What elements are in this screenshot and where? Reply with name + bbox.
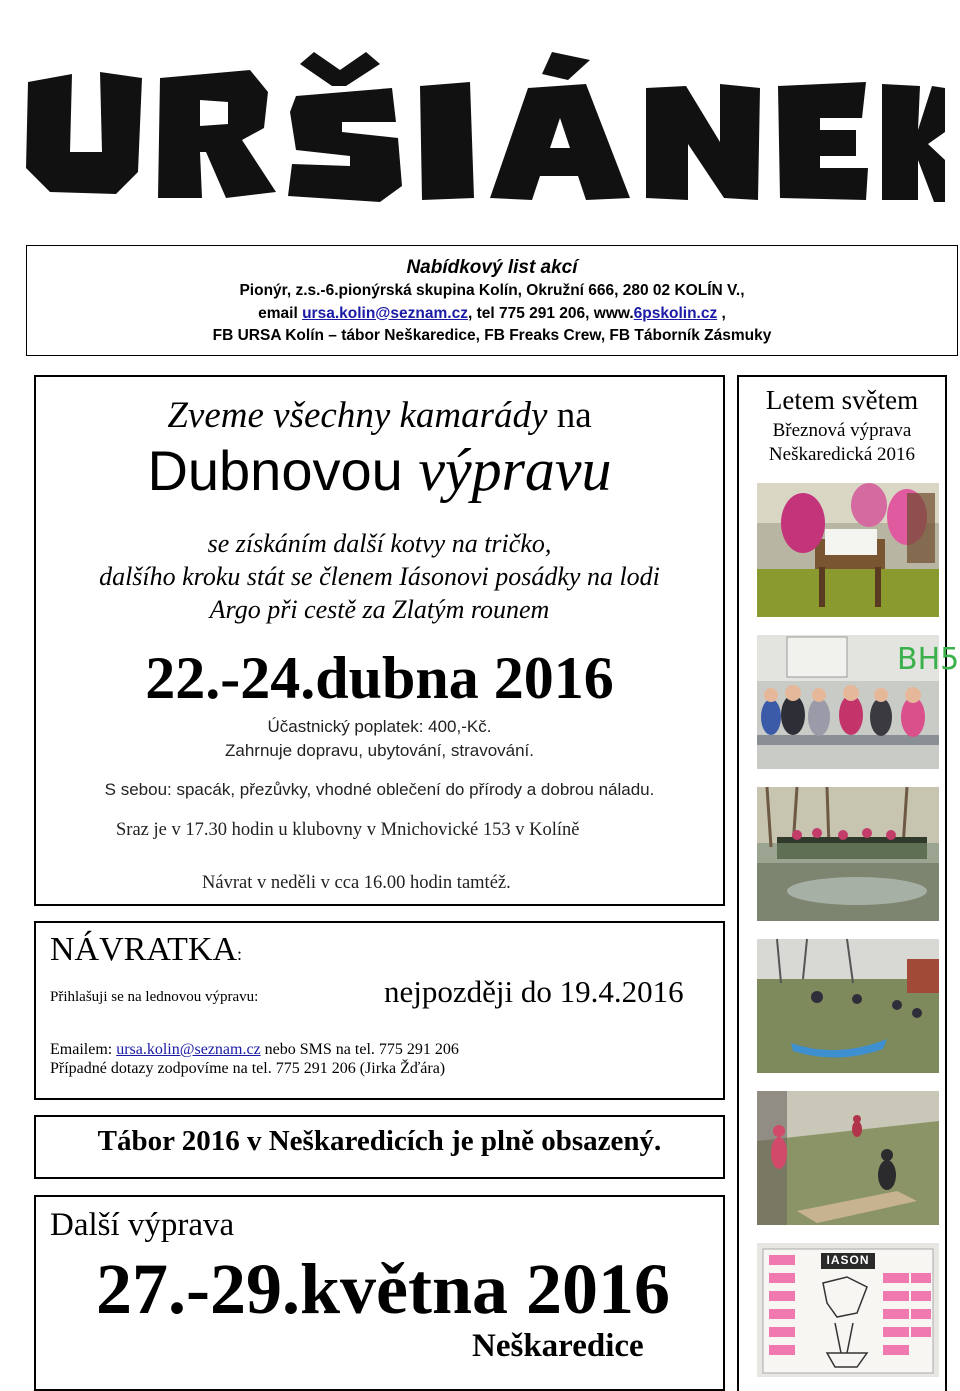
return-info: Návrat v neděli v cca 16.00 hodin tamtéž. xyxy=(202,873,511,893)
invitation-box xyxy=(34,375,725,906)
contact-line-end: , xyxy=(717,304,726,322)
offer-title: Nabídkový list akcí xyxy=(406,257,578,278)
trip-title xyxy=(36,437,723,504)
packing-list: S sebou: spacák, přezůvky, vhodné oblečení do přírody a dobrou náladu. xyxy=(104,780,655,799)
fee-text: Účastnický poplatek: 400,-Kč. xyxy=(267,717,492,736)
contact-line xyxy=(27,303,957,326)
return-slip-heading-text: NÁVRATKA xyxy=(50,931,237,968)
next-trip-box xyxy=(34,1195,725,1391)
next-trip-date: 27.-29.května 2016 xyxy=(96,1249,670,1329)
registration-deadline: nejpozději do 19.4.2016 xyxy=(384,974,684,1009)
next-trip-place: Neškaredice xyxy=(472,1328,644,1364)
sidebar-subtitle-2: Neškaredická 2016 xyxy=(768,444,916,465)
fee-includes-text: Zahrnuje dopravu, ubytování, stravování. xyxy=(224,741,534,760)
email-prefix: email xyxy=(258,304,303,322)
website-link[interactable]: 6pskolin.cz xyxy=(633,304,718,322)
offer-header-box xyxy=(26,245,958,356)
email-label: Emailem: xyxy=(50,1041,117,1058)
invitation-heading xyxy=(36,394,723,437)
trip-subtitle xyxy=(36,527,723,626)
photo-kids-meadow xyxy=(757,939,939,1073)
trip-fee xyxy=(36,715,723,763)
contact-email-line xyxy=(50,1040,459,1059)
subtitle-line-2: dalšího kroku stát se členem Iásonovi posádky na lodi xyxy=(99,562,660,591)
invitation-heading-end: na xyxy=(547,395,592,436)
photo-iason-poster xyxy=(757,1243,939,1377)
ursianek-logo xyxy=(20,52,945,202)
camp-notice-box xyxy=(34,1115,725,1179)
photo-children-bench xyxy=(757,635,960,769)
sidebar-title: Letem světem xyxy=(765,385,919,415)
trip-title-italic: výpravu xyxy=(418,437,612,503)
subtitle-line-1: se získáním další kotvy na tričko, xyxy=(207,529,552,558)
svg-text:BH5: BH5 xyxy=(897,642,960,677)
meeting-point: Sraz je v 17.30 hodin u klubovny v Mnichovické 153 v Kolíně xyxy=(116,820,580,840)
sidebar-subtitle xyxy=(739,419,945,467)
questions-text: Případné dotazy zodpovíme na tel. 775 291 206 (Jirka Žďára) xyxy=(50,1060,446,1077)
return-slip-heading xyxy=(50,931,242,969)
facebook-pages: FB URSA Kolín – tábor Neškaredice, FB Freaks Crew, FB Táborník Zásmuky xyxy=(212,327,772,344)
phone-text: , tel 775 291 206, www. xyxy=(467,304,634,322)
email-link[interactable]: ursa.kolin@seznam.cz xyxy=(302,304,468,322)
sidebar-subtitle-1: Březnová výprava xyxy=(772,420,912,441)
photo-group-bridge xyxy=(757,787,939,921)
invitation-heading-italic: Zveme všechny kamarády xyxy=(167,395,548,436)
organization-address: Pionýr, z.s.-6.pionýrská skupina Kolín, Okružní 666, 280 02 KOLÍN V., xyxy=(239,282,745,299)
photo-kids-hill xyxy=(757,1091,939,1225)
subtitle-line-3: Argo při cestě za Zlatým rounem xyxy=(209,595,550,624)
slip-email-link[interactable]: ursa.kolin@seznam.cz xyxy=(116,1041,261,1058)
return-slip-heading-colon: : xyxy=(237,944,243,964)
return-slip-box xyxy=(34,921,725,1100)
trip-title-plain: Dubnovou xyxy=(147,439,419,502)
contact-info xyxy=(50,1040,459,1078)
camp-notice: Tábor 2016 v Neškaredicích je plně obsazený. xyxy=(97,1125,662,1157)
iason-sign: IASON xyxy=(826,1253,870,1267)
trip-date: 22.-24.dubna 2016 xyxy=(145,645,614,711)
sms-text: nebo SMS na tel. 775 291 206 xyxy=(260,1041,459,1058)
photo-children-chair xyxy=(757,483,939,617)
next-trip-label: Další výprava xyxy=(50,1207,235,1243)
photo-sidebar xyxy=(737,375,960,1391)
registration-text: Přihlašuji se na lednovou výpravu: xyxy=(50,989,259,1005)
